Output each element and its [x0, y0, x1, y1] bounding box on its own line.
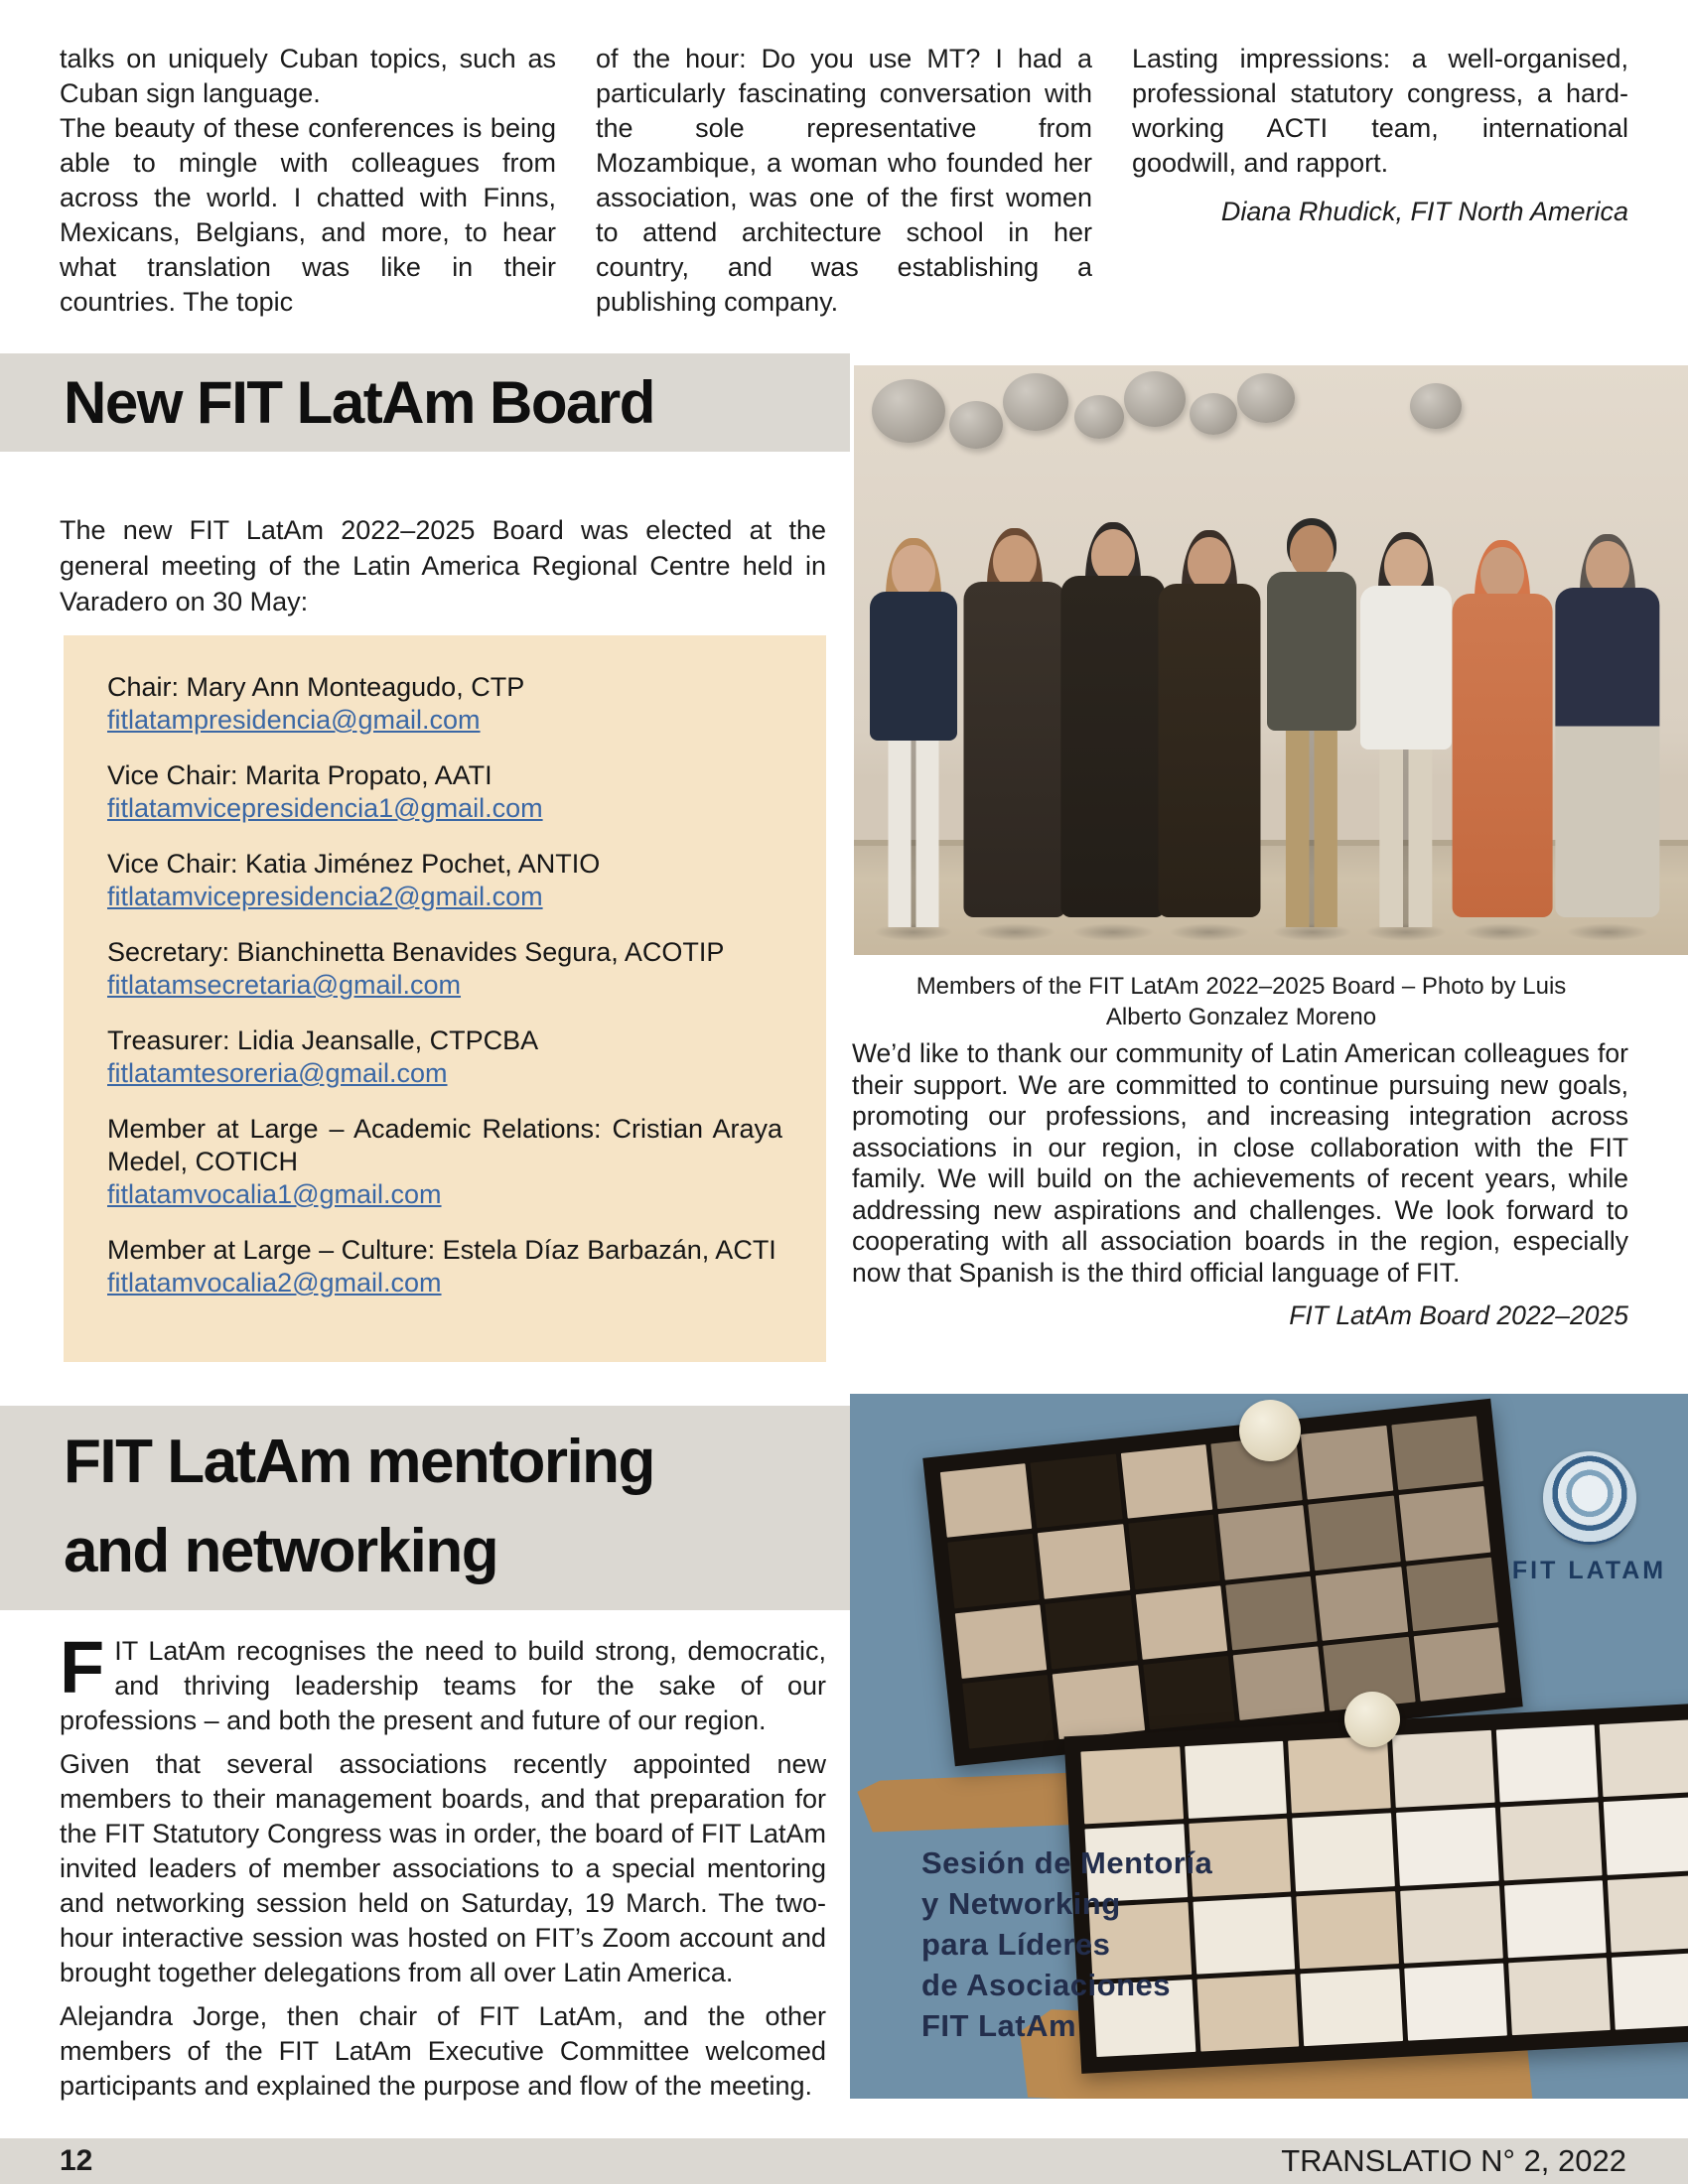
video-thumbnail: [1301, 1426, 1393, 1500]
video-thumbnail: [1080, 1746, 1183, 1824]
page-footer: [0, 2138, 1688, 2184]
board-members-box: [64, 635, 826, 1362]
person-figure: [1066, 522, 1160, 927]
person-figure: [1267, 518, 1356, 927]
article-paragraph: talks on uniquely Cuban topics, such as Cuban sign language.: [60, 44, 556, 108]
wall-sculpture: [949, 401, 1003, 449]
wall-sculpture: [872, 379, 945, 443]
overlay-line: y Networking: [921, 1886, 1121, 1921]
zoom-gallery-screenshot: [922, 1399, 1522, 1766]
video-thumbnail: [1225, 1575, 1318, 1650]
pin-circle: [1239, 1400, 1301, 1461]
video-thumbnail: [1293, 1813, 1395, 1890]
mentoring-section-title: [0, 1406, 850, 1596]
video-thumbnail: [1406, 1557, 1498, 1631]
caption-line: Members of the FIT LatAm 2022–2025 Board – Photo by Luis: [915, 973, 1567, 1000]
video-thumbnail: [1031, 1454, 1123, 1529]
person-figure: [969, 528, 1060, 927]
member-role-name: Treasurer: Lidia Jeansalle, CTPCBA: [107, 1025, 539, 1055]
overlay-line: FIT LatAm: [921, 2008, 1077, 2043]
wall-sculpture: [1124, 371, 1186, 427]
video-thumbnail: [955, 1604, 1048, 1679]
person-figure: [1561, 534, 1654, 927]
wall-sculpture: [1003, 373, 1068, 431]
fit-latam-logo-text: FIT LATAM: [1511, 1557, 1667, 1584]
thanks-block: [852, 1038, 1628, 1332]
page-number: 12: [60, 2144, 93, 2177]
video-thumbnail: [1185, 1741, 1287, 1819]
collage-overlay-text: [921, 1843, 1212, 2046]
video-thumbnail: [1608, 1874, 1688, 1952]
video-thumbnail: [1316, 1567, 1408, 1641]
board-section-header: [0, 353, 850, 452]
member-role-name: Vice Chair: Katia Jiménez Pochet, ANTIO: [107, 849, 601, 879]
member-email-link[interactable]: fitlatamsecretaria@gmail.com: [107, 970, 462, 1000]
wall-sculpture: [1237, 373, 1295, 423]
member-role-name: Member at Large – Culture: Estela Díaz Barbazán, ACTI: [107, 1235, 776, 1265]
video-thumbnail: [940, 1463, 1033, 1538]
article-byline: Diana Rhudick, FIT North America: [1220, 197, 1628, 226]
mentoring-article: [60, 1626, 826, 2113]
member-email-link[interactable]: fitlatamvicepresidencia2@gmail.com: [107, 882, 543, 911]
board-member: [107, 1024, 782, 1090]
fit-latam-logo: [1507, 1451, 1671, 1585]
article-paragraph: Lasting impressions: a well-organised, professional statutory congress, a hard-working ACTI team, international goodwill, and rapport.: [1132, 44, 1628, 178]
video-thumbnail: [947, 1534, 1040, 1608]
video-thumbnail: [1392, 1730, 1494, 1808]
wall-sculpture: [1410, 383, 1462, 429]
board-member: [107, 1234, 782, 1299]
member-role-name: Chair: Mary Ann Monteagudo, CTP: [107, 672, 525, 702]
paragraph-text: IT LatAm recognises the need to build strong, democratic, and thriving leadership teams for the sake of our professions – and both the present and future of our region.: [60, 1636, 826, 1735]
wall-sculpture: [1190, 393, 1237, 435]
board-photo-caption: [854, 971, 1628, 1032]
board-signature: FIT LatAm Board 2022–2025: [1289, 1300, 1628, 1330]
overlay-line: de Asociaciones: [921, 1968, 1172, 2002]
board-member: [107, 936, 782, 1002]
member-email-link[interactable]: fitlatamvicepresidencia1@gmail.com: [107, 793, 543, 823]
board-member: [107, 759, 782, 825]
video-thumbnail: [1309, 1496, 1401, 1570]
mentoring-title-line1: FIT LatAm mentoring: [64, 1428, 654, 1496]
board-section-title: New FIT LatAm Board: [64, 369, 654, 436]
video-thumbnail: [1398, 1486, 1490, 1561]
person-figure: [870, 538, 957, 927]
video-thumbnail: [1604, 1797, 1688, 1874]
video-thumbnail: [1500, 1803, 1603, 1880]
video-thumbnail: [1495, 1724, 1598, 1802]
video-thumbnail: [1121, 1444, 1213, 1519]
video-thumbnail: [1053, 1665, 1145, 1739]
video-thumbnail: [1508, 1958, 1611, 2035]
top-article-col1: [60, 42, 556, 320]
article-paragraph: [60, 1626, 826, 1738]
video-thumbnail: [1404, 1963, 1506, 2040]
drop-cap: F: [60, 1626, 105, 1708]
wall-sculpture: [1074, 395, 1124, 439]
video-thumbnail: [1391, 1416, 1483, 1490]
video-thumbnail: [1233, 1646, 1326, 1720]
video-thumbnail: [1301, 1969, 1403, 2046]
zoom-thumbnail-grid: [940, 1416, 1505, 1748]
video-thumbnail: [1504, 1880, 1607, 1958]
video-thumbnail: [1600, 1719, 1688, 1797]
video-thumbnail: [1400, 1885, 1502, 1963]
video-thumbnail: [1128, 1515, 1220, 1589]
video-thumbnail: [1218, 1505, 1311, 1579]
article-paragraph: Given that several associations recently appointed new members to their management boards, and that preparation for the FIT Statutory Congress was in order, the board of FIT LatAm invited leaders of member associations to a special mentoring and networking session held on Saturday, 19 March. The two-hour interactive session was hosted on FIT’s Zoom account and brought together delegations from all over Latin America.: [60, 1749, 826, 1987]
member-role-name: Secretary: Bianchinetta Benavides Segura, ACOTIP: [107, 937, 725, 967]
member-email-link[interactable]: fitlatamvocalia2@gmail.com: [107, 1268, 442, 1297]
video-thumbnail: [962, 1675, 1055, 1749]
video-thumbnail: [1135, 1585, 1227, 1660]
video-thumbnail: [1038, 1524, 1130, 1598]
board-intro: The new FIT LatAm 2022–2025 Board was elected at the general meeting of the Latin America Regional Centre held in Varadero on 30 May:: [60, 515, 826, 616]
board-photo: [854, 365, 1688, 955]
member-role-name: Vice Chair: Marita Propato, AATI: [107, 760, 492, 790]
member-role-name: Member at Large – Academic Relations: Cristian Araya Medel, COTICH: [107, 1114, 782, 1176]
board-member: [107, 1113, 782, 1211]
article-paragraph: Alejandra Jorge, then chair of FIT LatAm, and the other members of the FIT LatAm Executive Committee welcomed participants and explained the purpose and flow of the meeting.: [60, 2001, 826, 2101]
mentoring-section-header: [0, 1406, 850, 1610]
top-article-col2: [596, 42, 1092, 320]
caption-line: Alberto Gonzalez Moreno: [1105, 1004, 1377, 1030]
member-email-link[interactable]: fitlatamtesoreria@gmail.com: [107, 1058, 448, 1088]
board-member: [107, 848, 782, 913]
top-article-col3: [1132, 42, 1628, 320]
video-thumbnail: [1612, 1952, 1688, 2029]
overlay-line: para Líderes: [921, 1927, 1111, 1962]
video-thumbnail: [1143, 1656, 1235, 1730]
article-paragraph: The beauty of these conferences is being able to mingle with colleagues from across the world. I chatted with Finns, Mexicans, Belgians, and more, to hear what translation was like in their countries. The topic: [60, 113, 556, 317]
video-thumbnail: [1046, 1594, 1138, 1669]
pin-circle: [1344, 1692, 1400, 1747]
person-figure: [1360, 532, 1452, 927]
member-email-link[interactable]: fitlatamvocalia1@gmail.com: [107, 1179, 442, 1209]
member-email-link[interactable]: fitlatampresidencia@gmail.com: [107, 705, 481, 735]
mentoring-title-line2: and networking: [64, 1517, 498, 1585]
fit-latam-logo-icon: [1543, 1451, 1636, 1545]
overlay-line: Sesión de Mentoría: [921, 1845, 1213, 1880]
issue-label: TRANSLATIO N° 2, 2022: [1281, 2143, 1626, 2178]
video-thumbnail: [1288, 1735, 1390, 1813]
thanks-paragraph: We’d like to thank our community of Latin American colleagues for their support. We are committed to continue pursuing new goals, promoting our professions, and increasing integration across associations in our region, in close collaboration with the FIT family. We will build on the achievements of recent years, while addressing new aspirations and challenges. We look forward to cooperating with all association boards in the region, especially now that Spanish is the third official language of FIT.: [852, 1038, 1628, 1288]
article-paragraph: of the hour: Do you use MT? I had a particularly fascinating conversation with the sole representative from Mozambique, a woman who founded her association, was one of the first women to attend architecture school in her country, and was establishing a publishing company.: [596, 44, 1092, 317]
video-thumbnail: [1297, 1891, 1399, 1969]
video-thumbnail: [1413, 1627, 1505, 1702]
person-figure: [1164, 530, 1255, 927]
board-member: [107, 671, 782, 737]
top-article: [60, 42, 1628, 320]
video-thumbnail: [1396, 1808, 1498, 1885]
mentoring-collage: [850, 1394, 1688, 2099]
person-figure: [1458, 540, 1547, 927]
